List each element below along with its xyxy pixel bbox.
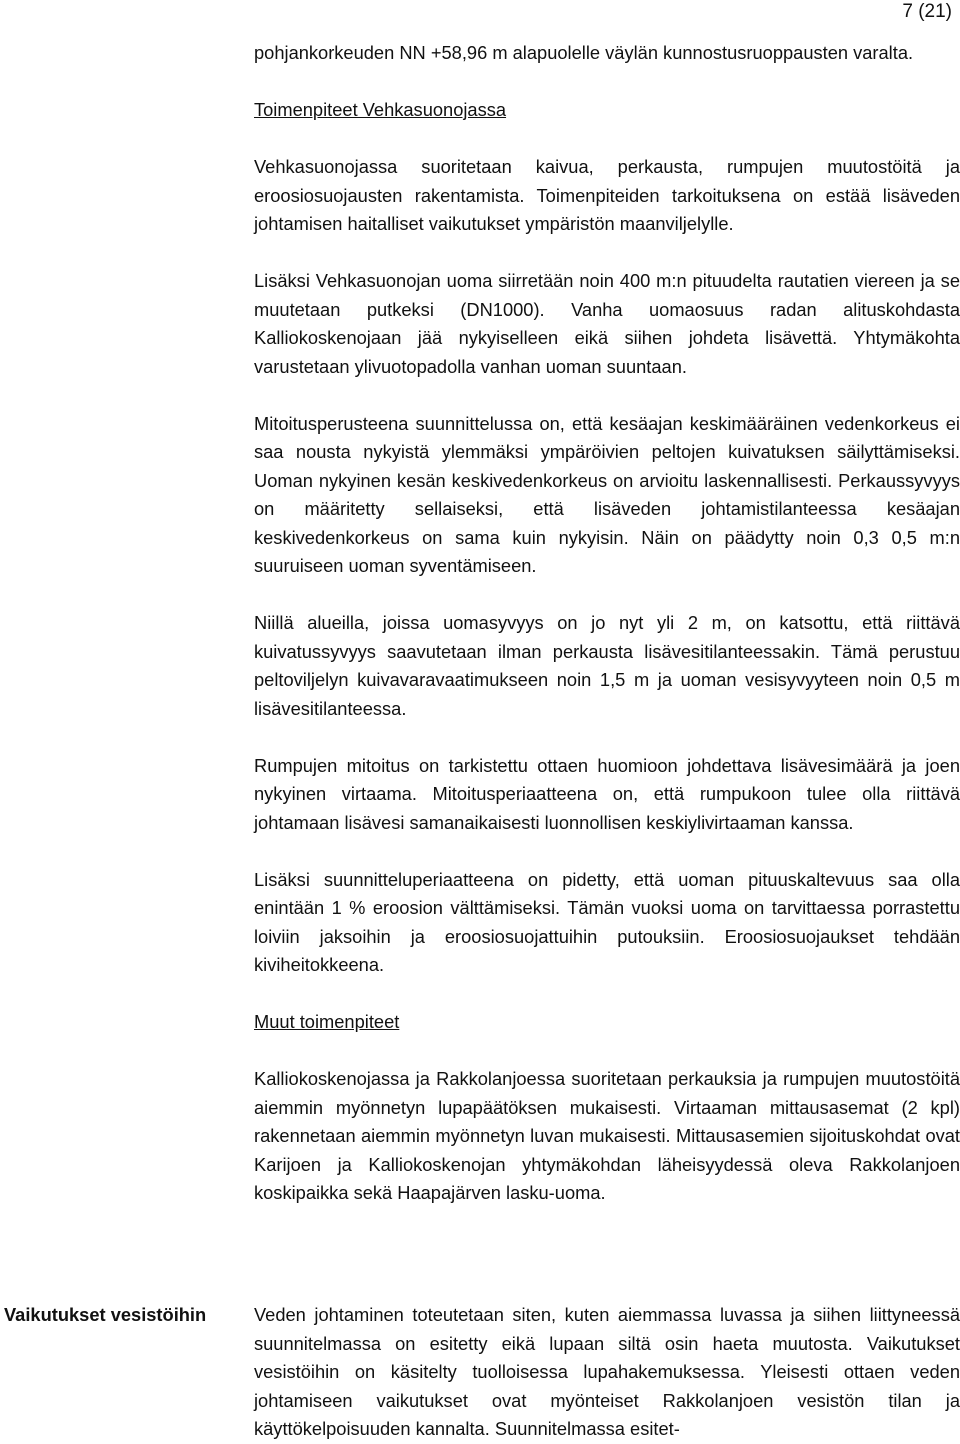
paragraph-drainage-depth: Niillä alueilla, joissa uomasyvyys on jo nyt yli 2 m, on katsottu, että riittävä kuivatussyvyys saavutetaan ilman perkausta lisävesitilanteessakin. Tämä perustuu peltoviljelyn kuivavaravaatimukseen noin 1,5 m ja uoman vesisyvyyteen noin 0,5 m lisävesitilanteessa. (254, 612, 960, 719)
paragraph-vehkasuonoja-works: Vehkasuonojassa suoritetaan kaivua, perkausta, rumpujen muutostöitä ja eroosiosuojausten rakentamista. Toimenpiteiden tarkoituksena on estää lisäveden johtamisen haitalliset vaikutukset ympäristön maanviljelylle. (254, 156, 960, 234)
section-water-impacts-text (254, 1301, 960, 1444)
heading-other-measures: Muut toimenpiteet (254, 1011, 400, 1032)
paragraph-water-impacts: Veden johtaminen toteutetaan siten, kuten aiemmassa luvassa ja siihen liittyneessä suunnitelmassa on esitetty eikä lupaan siltä osin haeta muutosta. Vaikutukset vesistöihin on käsitelty tuolloisessa lupahakemuksessa. Yleisesti ottaen veden johtamiseen vaikutukset ovat myönteiset Rakkolanjoen vesistön tilan ja käyttökelpoisuuden kannalta. Suunnitelmassa esitet- (254, 1304, 960, 1439)
paragraph-erosion-protection: Lisäksi suunnitteluperiaatteena on pidetty, että uoman pituuskaltevuus saa olla enintään 1 % eroosion välttämiseksi. Tämän vuoksi uoma on tarvittaessa porrastettu loiviin jaksoihin ja eroosiosuojattuihin putouksiin. Eroosiosuojaukset tehdään kiviheitokkeena. (254, 868, 960, 975)
paragraph-culvert-sizing: Rumpujen mitoitus on tarkistettu ottaen huomioon johdettava lisävesimäärä ja joen nykyinen virtaama. Mitoitusperiaatteena on, että rumpukoon tulee olla riittävä johtamaan lisävesi samanaikaisesti luonnollisen keskiylivirtaaman kanssa. (254, 754, 960, 833)
paragraph-channel-relocation: Lisäksi Vehkasuonojan uoma siirretään noin 400 m:n pituudelta rautatien viereen ja se muutetaan putkeksi (DN1000). Vanha uomaosuus radan alituskohdasta Kalliokoskenojaan jää nykyiselleen eikä siihen johdeta lisävettä. Yhtymäkohta varustetaan ylivuotopadolla vanhan uoman suuntaan. (254, 270, 960, 377)
main-text-column (254, 39, 960, 1236)
page-number: 7 (21) (902, 1, 952, 22)
paragraph-design-basis: Mitoitusperusteena suunnittelussa on, että kesäajan keskimääräinen vedenkorkeus ei saa nousta nykyistä ylemmäksi ympäröivien peltojen kuivatuksen säilyttämiseksi. Uoman nykyinen kesän keskivedenkorkeus on arvioitu laskennallisesti. Perkaussyvyys on määritetty sellaiseksi, että lisäveden johtamistilanteessa kesäajan keskivedenkorkeus on sama kuin nykyisin. Näin on päädytty noin 0,3 0,5 m:n suuruiseen uoman syventämiseen. (254, 412, 960, 576)
paragraph-dredging-note: pohjankorkeuden NN +58,96 m alapuolelle väylän kunnostusruoppausten varalta. (254, 42, 914, 63)
section-heading-water-impacts: Vaikutukset vesistöihin (4, 1304, 207, 1325)
paragraph-other-works: Kalliokoskenojassa ja Rakkolanjoessa suoritetaan perkauksia ja rumpujen muutostöitä aiemmin myönnetyn lupapäätöksen mukaisesti. Virtaaman mittausasemat (2 kpl) rakennetaan aiemmin myönnetyn luvan mukaisesti. Mittausasemien sijoituskohdat ovat Karijoen ja Kalliokoskenojan yhtymäkohdan läheisyydessä oleva Rakkolanjoen koskipaikka sekä Haapajärven lasku-uoma. (254, 1068, 960, 1203)
heading-vehkasuonoja-measures: Toimenpiteet Vehkasuonojassa (254, 99, 507, 120)
